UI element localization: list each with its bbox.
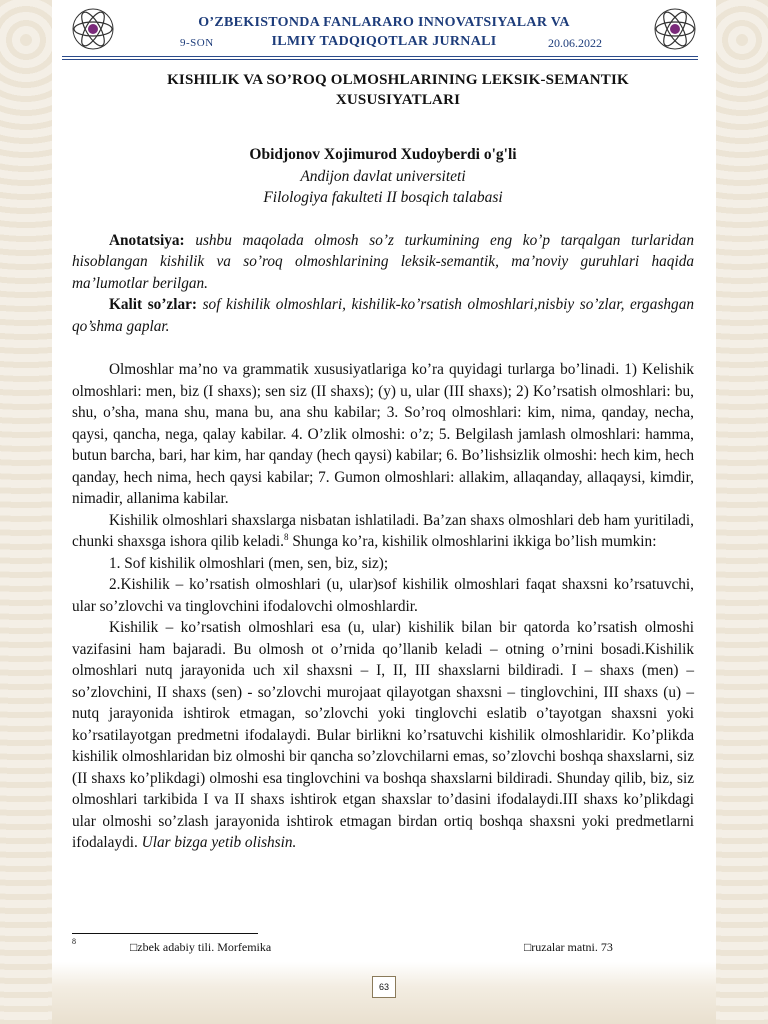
footnote-ref: 8 bbox=[284, 531, 289, 542]
header-divider bbox=[62, 59, 698, 60]
footnote-left-text: zbek adabiy tili. Morfemika bbox=[137, 940, 272, 954]
footnote-left: □zbek adabiy tili. Morfemika bbox=[130, 940, 272, 954]
article-body bbox=[72, 68, 694, 854]
paragraph-2-text-cont: Shunga ko’ra, kishilik olmoshlarini ikkiga bo’lish mumkin: bbox=[288, 533, 657, 550]
page-number: 63 bbox=[372, 976, 396, 998]
issue-number: 9-SON bbox=[180, 37, 214, 49]
journal-title-line1: O’ZBEKISTONDA FANLARARO INNOVATSIYALAR VA bbox=[198, 15, 570, 30]
journal-title-line2: ILMIY TADQIQOTLAR JURNALI bbox=[271, 34, 497, 49]
left-ornament-border bbox=[0, 0, 52, 1024]
author-name: Obidjonov Xojimurod Xudoyberdi o'g'li bbox=[249, 146, 517, 163]
annotation-text: ushbu maqolada olmosh so’z turkumining eng ko’p tarqalgan turlaridan hisoblangan kishilik va so’roq olmoshlarining leksik-semantik, ma’noviy guruhlari haqida ma’lumotlar berilgan. bbox=[72, 231, 694, 292]
author-faculty: Filologiya fakulteti II bosqich talabasi bbox=[263, 189, 503, 206]
paragraph-1: Olmoshlar ma’no va grammatik xususiyatlariga ko’ra quyidagi turlarga bo’linadi. 1) Kelishik olmoshlari: men, biz (I shaxs); sen siz (II shaxs); (y) u, ular (III shaxs); 2) Ko’rsatish olmoshlari: bu, shu, o’sha, mana shu, mana bu, ana shu kabilar; 3. So’roq olmoshlari: kim, nima, qanday, necha, qaysi, qancha, nega, qalay kabilar. 4. O’zlik olmoshi: o’z; 5. Belgilash jamlash olmoshlari: hamma, butun barcha, bari, har kim, har qanday (hech qaysi) kabilar; 6. Bo’lishsizlik olmoshi: hech kim, hech qanday, hech nima, hech qaysi kabilar; 7. Gumon olmoshlari: allakim, allaqanday, allaqaysi, kimdir, nimadir, allanima kabilar. bbox=[72, 361, 694, 507]
paragraph-3 bbox=[72, 617, 694, 854]
list-item-1: 1. Sof kishilik olmoshlari (men, sen, biz, siz); bbox=[109, 554, 389, 572]
keywords bbox=[72, 294, 694, 337]
paragraph-2-text: Kishilik olmoshlari shaxslarga nisbatan ishlatiladi. Ba’zan shaxs olmoshlari deb ham yuritiladi, chunki shaxsga ishora qilib keladi. bbox=[72, 511, 694, 550]
keywords-text: sof kishilik olmoshlari, kishilik-ko’rsatish olmoshlari,nisbiy so’zlar, ergashgan qo’shma gaplar. bbox=[72, 296, 695, 335]
footnote-number: 8 bbox=[72, 937, 76, 946]
issue-date: 20.06.2022 bbox=[548, 36, 602, 50]
footnote-right-text: ruzalar matni. 73 bbox=[531, 940, 613, 954]
annotation-label: Anotatsiya: bbox=[109, 231, 185, 249]
paragraph-3-italic: Ular bizga yetib olishsin. bbox=[141, 834, 297, 851]
article-title: KISHILIK VA SO’ROQ OLMOSHLARINING LEKSIK-SEMANTIK XUSUSIYATLARI bbox=[167, 72, 629, 108]
footnote-right: □ruzalar matni. 73 bbox=[524, 940, 613, 954]
header-divider bbox=[62, 56, 698, 57]
right-ornament-border bbox=[716, 0, 768, 1024]
author-university: Andijon davlat universiteti bbox=[300, 167, 466, 185]
paragraph-3-text: Kishilik – ko’rsatish olmoshlari esa (u, ular) kishilik bilan bir qatorda ko’rsatish olmoshi vazifasini ham bajaradi. Bu olmosh ot o’rnida qo’llanib keladi – otning o’rnini bosadi.Kishilik olmoshlari nutq jarayonida uch xil shaxsni – I, II, III shaxslarni bildiradi. I – shaxs (men) – so’zlovchini, II shaxs (sen) - so’zlovchi murojaat qilayotgan shaxsni – tinglovchini, III shaxs (u) – nutq jarayonida ishtirok etmagan, so’zlovchi yoki tinglovchi eslatib o’tayotgan shaxsni yoki ko’rsatilayotgan predmetni ifodalaydi. Bular birlikni ko’rsatuvchi kishilik olmoshlaridir. Ko’plikda kishilik olmoshlaridan biz olmoshi bir qancha so’zlovchilarni emas, so’zlovchi boshqa shaxslarni, siz (II shaxs ko’plikdagi) olmoshi esa tinglovchini va boshqa shaxslarni bildiradi. Shunday qilib, biz, siz olmoshlari tarkibida I va II shaxs ishtirok etgan shaxslar to’dasini ifodalaydi.III shaxs ko’plikdagi ular olmoshi so’zlash jarayonida ishtirok etmagan birdan ortiq boshqa shaxsni yoki predmetlarni ifodalaydi. bbox=[72, 619, 694, 851]
footnote-divider bbox=[72, 933, 258, 934]
annotation bbox=[72, 230, 694, 295]
paragraph-2 bbox=[72, 510, 694, 553]
keywords-label: Kalit so’zlar: bbox=[109, 296, 197, 313]
list-item-2: 2.Kishilik – ko’rsatish olmoshlari (u, ular)sof kishilik olmoshlari faqat shaxsni ko’rsatuvchi, ular so’zlovchi va tinglovchini ifodalovchi olmoshlardir. bbox=[72, 576, 694, 615]
